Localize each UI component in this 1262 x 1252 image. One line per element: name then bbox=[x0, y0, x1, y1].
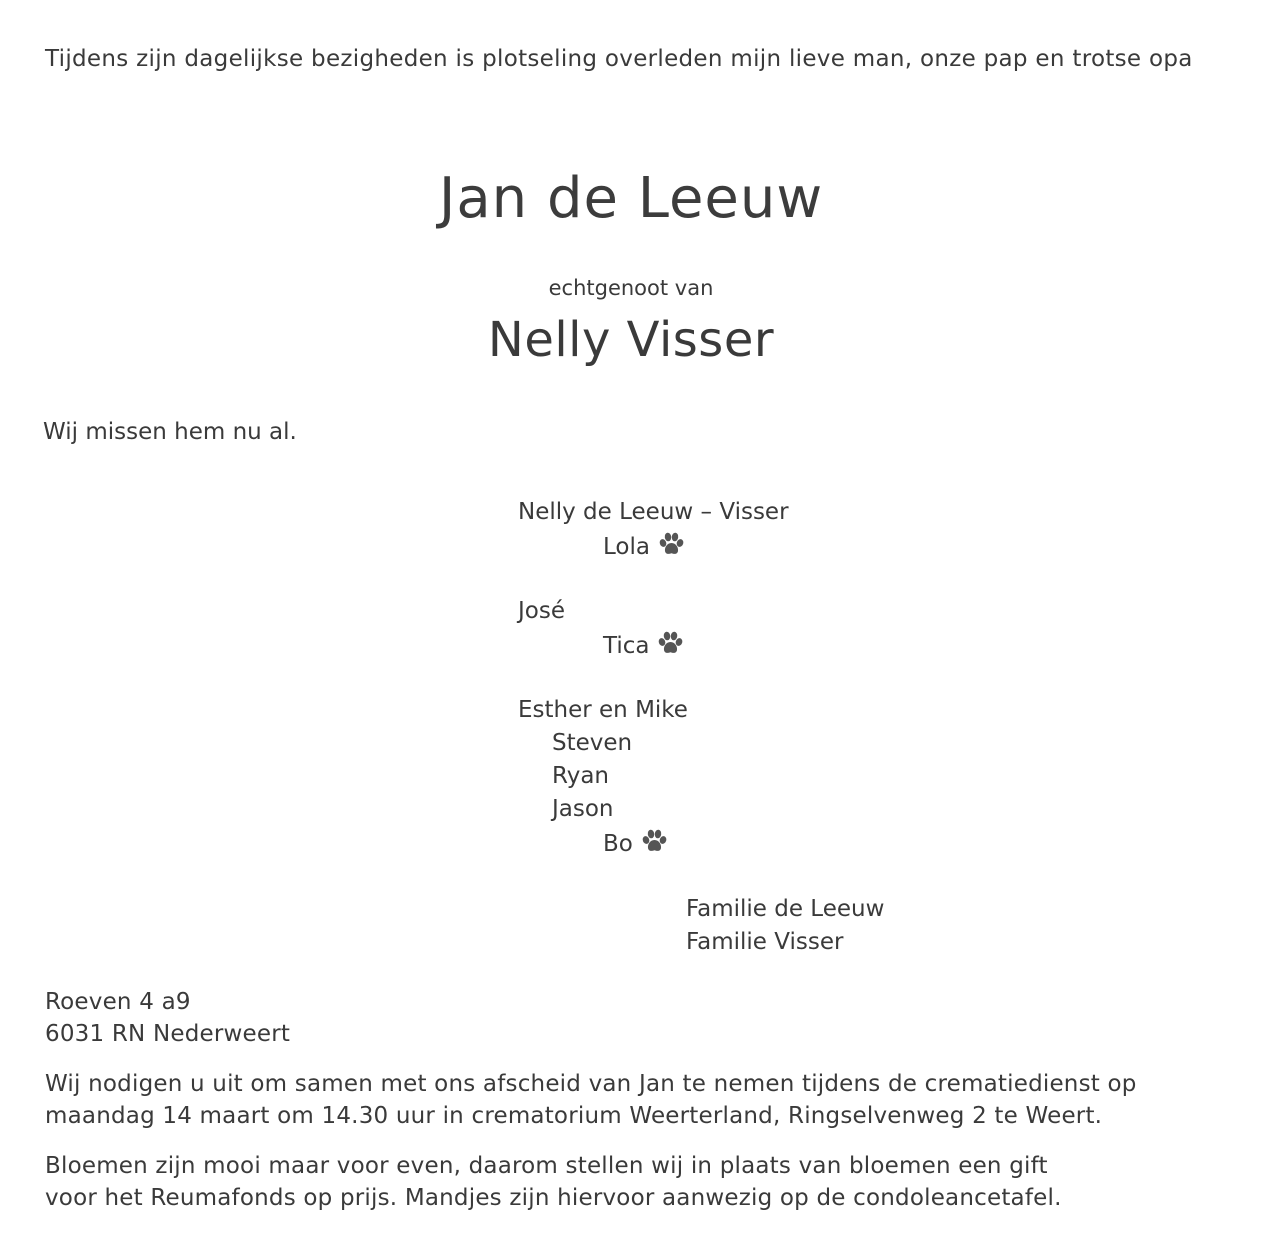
paw-print-icon bbox=[658, 532, 684, 562]
family-member-ryan: Ryan bbox=[552, 763, 610, 789]
flowers-paragraph bbox=[45, 1150, 1062, 1214]
invitation-paragraph bbox=[45, 1068, 1137, 1132]
invitation-line: maandag 14 maart om 14.30 uur in crematorium Weerterland, Ringselvenweg 2 te Weert. bbox=[45, 1103, 1103, 1129]
intro-text: Tijdens zijn dagelijkse bezigheden is plotseling overleden mijn lieve man, onze pap en trotse opa bbox=[45, 46, 1193, 72]
address-city: 6031 RN Nederweert bbox=[45, 1021, 291, 1047]
spouse-name: Nelly Visser bbox=[487, 312, 775, 368]
family-visser: Familie Visser bbox=[686, 929, 844, 955]
family-member-jason: Jason bbox=[552, 796, 614, 822]
family-member-jose: José bbox=[518, 598, 565, 624]
paw-print-icon bbox=[657, 631, 683, 661]
pet-name: Bo bbox=[603, 831, 633, 857]
pet-name: Lola bbox=[603, 534, 650, 560]
miss-text: Wij missen hem nu al. bbox=[43, 419, 297, 445]
family-member-esther-mike: Esther en Mike bbox=[518, 697, 688, 723]
paw-print-icon bbox=[641, 829, 667, 859]
family-member-nelly: Nelly de Leeuw – Visser bbox=[518, 499, 789, 525]
address-street: Roeven 4 a9 bbox=[45, 989, 191, 1015]
pet-tica bbox=[603, 631, 683, 661]
invitation-line: Wij nodigen u uit om samen met ons afscheid van Jan te nemen tijdens de crematiedienst op bbox=[45, 1071, 1137, 1097]
address-block bbox=[45, 986, 290, 1050]
deceased-name: Jan de Leeuw bbox=[438, 166, 824, 231]
family-de-leeuw: Familie de Leeuw bbox=[686, 896, 885, 922]
flowers-line: Bloemen zijn mooi maar voor even, daarom stellen wij in plaats van bloemen een gift bbox=[45, 1153, 1048, 1179]
pet-name: Tica bbox=[603, 633, 650, 659]
flowers-line: voor het Reumafonds op prijs. Mandjes zijn hiervoor aanwezig op de condoleancetafel. bbox=[45, 1185, 1062, 1211]
pet-lola bbox=[603, 532, 684, 562]
spouse-label: echtgenoot van bbox=[548, 276, 714, 300]
pet-bo bbox=[603, 829, 667, 859]
family-member-steven: Steven bbox=[552, 730, 633, 756]
